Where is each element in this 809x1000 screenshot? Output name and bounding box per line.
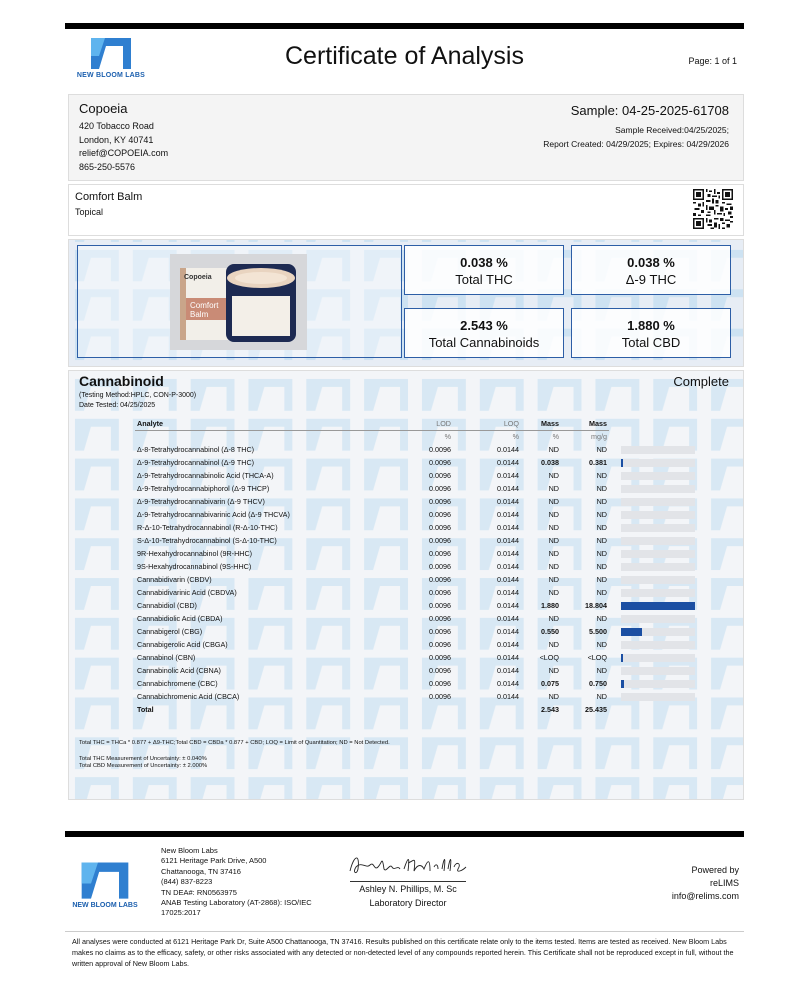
page-number: Page: 1 of 1 <box>688 56 737 66</box>
disclaimer-rule <box>65 931 744 932</box>
photo-product-label-1: Comfort <box>190 301 219 310</box>
level-bar <box>621 446 695 454</box>
loq-value: 0.0144 <box>497 549 519 558</box>
mass-pct-value: <LOQ <box>539 653 559 662</box>
table-row <box>135 508 744 521</box>
loq-value: 0.0144 <box>497 601 519 610</box>
mass-pct-value: ND <box>548 510 559 519</box>
lod-value: 0.0096 <box>429 588 451 597</box>
lod-value: 0.0096 <box>429 614 451 623</box>
analyte-name: Δ-9-Tetrahydrocannabinol (Δ-9 THC) <box>137 458 255 467</box>
loq-value: 0.0144 <box>497 510 519 519</box>
lod-value: 0.0096 <box>429 601 451 610</box>
analyte-name: Δ-9-Tetrahydrocannabivarin (Δ-9 THCV) <box>137 497 265 506</box>
level-bar <box>621 498 695 506</box>
cannabinoid-results-panel <box>68 370 744 800</box>
lod-value: 0.0096 <box>429 666 451 675</box>
lod-value: 0.0096 <box>429 484 451 493</box>
mass-pct-value: 1.880 <box>541 601 559 610</box>
signer-name: Ashley N. Phillips, M. Sc <box>359 884 457 894</box>
level-bar <box>621 628 695 636</box>
product-image-frame <box>77 245 402 358</box>
mass-mg-value: ND <box>596 692 607 701</box>
signature-image <box>344 851 470 879</box>
loq-value: 0.0144 <box>497 679 519 688</box>
mass-pct-value: ND <box>548 614 559 623</box>
lab-anab-line1: ANAB Testing Laboratory (AT-2868): ISO/IEC <box>161 898 312 908</box>
unit-mass-mg: mg/g <box>591 432 607 442</box>
analyte-name: Cannabichromenic Acid (CBCA) <box>137 692 240 701</box>
mass-mg-value: 18.804 <box>585 601 607 610</box>
lod-value: 0.0096 <box>429 640 451 649</box>
analyte-name: Δ-9-Tetrahydrocannabiphorol (Δ-9 THCP) <box>137 484 270 493</box>
powered-by-block <box>672 864 739 903</box>
product-name: Comfort Balm <box>75 191 143 203</box>
total-mass-mg: 25.435 <box>585 705 607 714</box>
level-bar <box>621 680 695 688</box>
unit-lod: % <box>444 432 451 442</box>
table-row <box>135 495 744 508</box>
mass-pct-value: ND <box>548 549 559 558</box>
lab-contact-block <box>161 846 312 919</box>
mass-pct-value: ND <box>548 692 559 701</box>
level-bar <box>621 602 695 610</box>
col-mass-mg: Mass <box>561 417 609 430</box>
mass-pct-value: 0.075 <box>541 679 559 688</box>
loq-value: 0.0144 <box>497 614 519 623</box>
metric-total-cannabinoids <box>404 308 564 358</box>
col-lod: LOD <box>403 417 453 430</box>
lod-value: 0.0096 <box>429 653 451 662</box>
sample-received: Sample Received:04/25/2025; <box>615 125 729 135</box>
mass-mg-value: ND <box>596 523 607 532</box>
table-row <box>135 547 744 560</box>
loq-value: 0.0144 <box>497 627 519 636</box>
loq-value: 0.0144 <box>497 497 519 506</box>
mass-mg-value: ND <box>596 575 607 584</box>
table-row <box>135 469 744 482</box>
metric-label: Total CBD <box>621 335 681 350</box>
loq-value: 0.0144 <box>497 484 519 493</box>
level-bar <box>621 615 695 623</box>
lod-value: 0.0096 <box>429 497 451 506</box>
table-row <box>135 534 744 547</box>
total-row <box>135 703 744 716</box>
mass-mg-value: ND <box>596 484 607 493</box>
mass-mg-value: ND <box>596 614 607 623</box>
mass-pct-value: 0.038 <box>541 458 559 467</box>
mass-pct-value: ND <box>548 497 559 506</box>
disclaimer-text: All analyses were conducted at 6121 Heritage Park Dr, Suite A500 Chattanooga, TN 37416. Results published on this certificate relate only to the items tested. Items are tested as received. New Bloom Labs makes no claims as to the efficacy, safety, or other risks associated with any detected or non-detected level of any compounds reported herein. This Certificate shall not be reproduced except in full, without the written approval of New Bloom Labs. <box>72 937 734 968</box>
lod-value: 0.0096 <box>429 575 451 584</box>
lab-name: New Bloom Labs <box>161 846 218 855</box>
mass-mg-value: ND <box>596 640 607 649</box>
col-bar <box>609 417 744 430</box>
analyte-name: Δ-9-Tetrahydrocannabivarinic Acid (Δ-9 THCVA) <box>137 510 290 519</box>
table-row <box>135 586 744 599</box>
lod-value: 0.0096 <box>429 692 451 701</box>
level-bar <box>621 563 695 571</box>
product-panel <box>68 184 744 236</box>
loq-value: 0.0144 <box>497 536 519 545</box>
mass-pct-value: ND <box>548 666 559 675</box>
mass-mg-value: 0.750 <box>589 679 607 688</box>
mass-mg-value: ND <box>596 666 607 675</box>
lod-value: 0.0096 <box>429 627 451 636</box>
mass-pct-value: ND <box>548 536 559 545</box>
qr-code-icon[interactable] <box>693 189 733 229</box>
unit-loq: % <box>512 432 519 442</box>
level-bar-fill <box>621 459 623 467</box>
summary-panel <box>68 239 744 367</box>
table-row <box>135 443 744 456</box>
status-label: Complete <box>673 374 729 389</box>
analyte-name: Cannabigerolic Acid (CBGA) <box>137 640 228 649</box>
lod-value: 0.0096 <box>429 523 451 532</box>
table-row <box>135 625 744 638</box>
page-title: Certificate of Analysis <box>285 42 524 70</box>
mass-mg-value: ND <box>596 588 607 597</box>
table-row <box>135 638 744 651</box>
level-bar <box>621 589 695 597</box>
analyte-name: R-Δ-10-Tetrahydrocannabinol (R-Δ-10-THC) <box>137 523 278 532</box>
loq-value: 0.0144 <box>497 445 519 454</box>
cannabinoid-table <box>135 417 744 716</box>
level-bar-fill <box>621 628 642 636</box>
table-row <box>135 677 744 690</box>
loq-value: 0.0144 <box>497 562 519 571</box>
level-bar <box>621 641 695 649</box>
lab-anab-line2: 17025:2017 <box>161 908 201 918</box>
level-bar <box>621 654 695 662</box>
mass-mg-value: 5.500 <box>589 627 607 636</box>
mass-mg-value: 0.381 <box>589 458 607 467</box>
level-bar <box>621 667 695 675</box>
level-bar <box>621 537 695 545</box>
table-row <box>135 573 744 586</box>
level-bar <box>621 485 695 493</box>
table-row <box>135 599 744 612</box>
level-bar <box>621 693 695 701</box>
units-row <box>135 430 744 443</box>
analyte-name: Cannabidiol (CBD) <box>137 601 197 610</box>
mass-pct-value: ND <box>548 588 559 597</box>
product-photo[interactable] <box>170 254 307 350</box>
metric-value: 1.880 % <box>627 318 675 333</box>
metric-total-cbd <box>571 308 731 358</box>
lod-value: 0.0096 <box>429 562 451 571</box>
level-bar-fill <box>621 680 624 688</box>
mass-mg-value: ND <box>596 445 607 454</box>
table-row <box>135 664 744 677</box>
lab-address-line2: Chattanooga, TN 37416 <box>161 866 241 876</box>
analyte-name: Cannabichromene (CBC) <box>137 679 218 688</box>
lod-value: 0.0096 <box>429 536 451 545</box>
section-heading: Cannabinoid <box>79 373 164 389</box>
analyte-name: Cannabigerol (CBG) <box>137 627 203 636</box>
analyte-name: Cannabidiolic Acid (CBDA) <box>137 614 223 623</box>
footer-lab-logo <box>70 860 140 909</box>
lod-value: 0.0096 <box>429 471 451 480</box>
metric-value: 2.543 % <box>460 318 508 333</box>
metric-label: Total THC <box>455 272 513 287</box>
analyte-name: 9R-Hexahydrocannabinol (9R-HHC) <box>137 549 253 558</box>
report-dates: Report Created: 04/29/2025; Expires: 04/29/2026 <box>543 139 729 149</box>
analyte-name: Δ-9-Tetrahydrocannabinolic Acid (THCA-A) <box>137 471 274 480</box>
photo-product-label-2: Balm <box>190 310 209 319</box>
metric-value: 0.038 % <box>627 255 675 270</box>
lab-address-line1: 6121 Heritage Park Drive, A500 <box>161 856 267 866</box>
note-cbd-uncertainty: Total CBD Measurement of Uncertainty: ± 2.000% <box>79 763 208 769</box>
sample-id: Sample: 04-25-2025-61708 <box>570 103 729 118</box>
table-row <box>135 521 744 534</box>
level-bar-fill <box>621 602 695 610</box>
loq-value: 0.0144 <box>497 575 519 584</box>
level-bar <box>621 576 695 584</box>
analyte-name: Δ-8-Tetrahydrocannabinol (Δ-8 THC) <box>137 445 255 454</box>
metric-total-thc <box>404 245 564 295</box>
date-tested: Date Tested: 04/25/2025 <box>79 402 156 409</box>
analyte-name: Cannabinolic Acid (CBNA) <box>137 666 221 675</box>
table-row <box>135 651 744 664</box>
lod-value: 0.0096 <box>429 549 451 558</box>
lod-value: 0.0096 <box>429 445 451 454</box>
mass-pct-value: ND <box>548 640 559 649</box>
note-formula: Total THC = THCa * 0.877 + Δ9-THC;Total CBD = CBDa * 0.877 + CBD; LOQ = Limit of Quantitation; ND = Not Detected. <box>79 740 390 746</box>
loq-value: 0.0144 <box>497 653 519 662</box>
analyte-name: Cannabidivarinic Acid (CBDVA) <box>137 588 237 597</box>
level-bar <box>621 550 695 558</box>
analyte-name: 9S-Hexahydrocannabinol (9S-HHC) <box>137 562 252 571</box>
analyte-name: Cannabidivarin (CBDV) <box>137 575 212 584</box>
lab-logo-text: NEW BLOOM LABS <box>76 72 146 79</box>
mass-mg-value: ND <box>596 562 607 571</box>
client-info-panel <box>68 94 744 181</box>
metric-delta9-thc <box>571 245 731 295</box>
client-email: relief@COPOEIA.com <box>79 148 169 158</box>
metric-label: Total Cannabinoids <box>428 335 540 350</box>
col-loq: LOQ <box>453 417 521 430</box>
mass-pct-value: ND <box>548 575 559 584</box>
loq-value: 0.0144 <box>497 523 519 532</box>
mass-pct-value: ND <box>548 445 559 454</box>
top-rule <box>65 23 744 29</box>
unit-mass-pct: % <box>552 432 559 442</box>
analyte-name: Cannabinol (CBN) <box>137 653 196 662</box>
mass-mg-value: ND <box>596 549 607 558</box>
metric-value: 0.038 % <box>460 255 508 270</box>
table-row <box>135 690 744 703</box>
mass-mg-value: ND <box>596 471 607 480</box>
mass-mg-value: <LOQ <box>587 653 607 662</box>
level-bar <box>621 524 695 532</box>
client-name: Copoeia <box>79 101 128 116</box>
loq-value: 0.0144 <box>497 588 519 597</box>
lab-phone: (844) 837-8223 <box>161 877 213 887</box>
loq-value: 0.0144 <box>497 458 519 467</box>
level-bar <box>621 459 695 467</box>
powered-by-label: Powered by <box>691 865 739 875</box>
loq-value: 0.0144 <box>497 471 519 480</box>
client-address-line2: London, KY 40741 <box>79 135 154 145</box>
client-phone: 865-250-5576 <box>79 162 136 172</box>
mass-pct-value: ND <box>548 562 559 571</box>
lod-value: 0.0096 <box>429 458 451 467</box>
analyte-name: S-Δ-10-Tetrahydrocannabinol (S-Δ-10-THC) <box>137 536 277 545</box>
table-row <box>135 456 744 469</box>
lod-value: 0.0096 <box>429 510 451 519</box>
footer-lab-logo-icon <box>77 860 133 900</box>
mass-pct-value: ND <box>548 471 559 480</box>
col-mass-pct: Mass <box>521 417 561 430</box>
footer-lab-logo-text: NEW BLOOM LABS <box>72 902 138 909</box>
loq-value: 0.0144 <box>497 640 519 649</box>
level-bar-fill <box>621 654 623 662</box>
loq-value: 0.0144 <box>497 666 519 675</box>
signer-title: Laboratory Director <box>369 898 447 908</box>
signature-line <box>350 881 466 882</box>
mass-mg-value: ND <box>596 510 607 519</box>
powered-by-email[interactable]: info@relims.com <box>671 891 739 901</box>
note-thc-uncertainty: Total THC Measurement of Uncertainty: ± 0.040% <box>79 756 207 762</box>
table-row <box>135 482 744 495</box>
mass-pct-value: ND <box>548 523 559 532</box>
total-label: Total <box>137 705 154 714</box>
total-mass-pct: 2.543 <box>541 705 559 714</box>
level-bar <box>621 511 695 519</box>
mass-mg-value: ND <box>596 536 607 545</box>
loq-value: 0.0144 <box>497 692 519 701</box>
lab-dea: TN DEA#: RN0563975 <box>161 887 237 897</box>
powered-by-brand: reLIMS <box>709 878 739 888</box>
client-address-line1: 420 Tobacco Road <box>79 121 154 131</box>
mass-mg-value: ND <box>596 497 607 506</box>
product-type: Topical <box>75 207 104 217</box>
mass-pct-value: 0.550 <box>541 627 559 636</box>
testing-method: (Testing Method:HPLC, CON-P-3000) <box>79 392 197 399</box>
bottom-rule <box>65 831 744 837</box>
table-row <box>135 612 744 625</box>
metric-label: Δ-9 THC <box>625 272 677 287</box>
table-row <box>135 560 744 573</box>
table-header-row <box>135 417 744 430</box>
photo-brand-label: Copoeia <box>184 274 212 281</box>
col-analyte: Analyte <box>135 417 403 430</box>
lod-value: 0.0096 <box>429 679 451 688</box>
level-bar <box>621 472 695 480</box>
mass-pct-value: ND <box>548 484 559 493</box>
